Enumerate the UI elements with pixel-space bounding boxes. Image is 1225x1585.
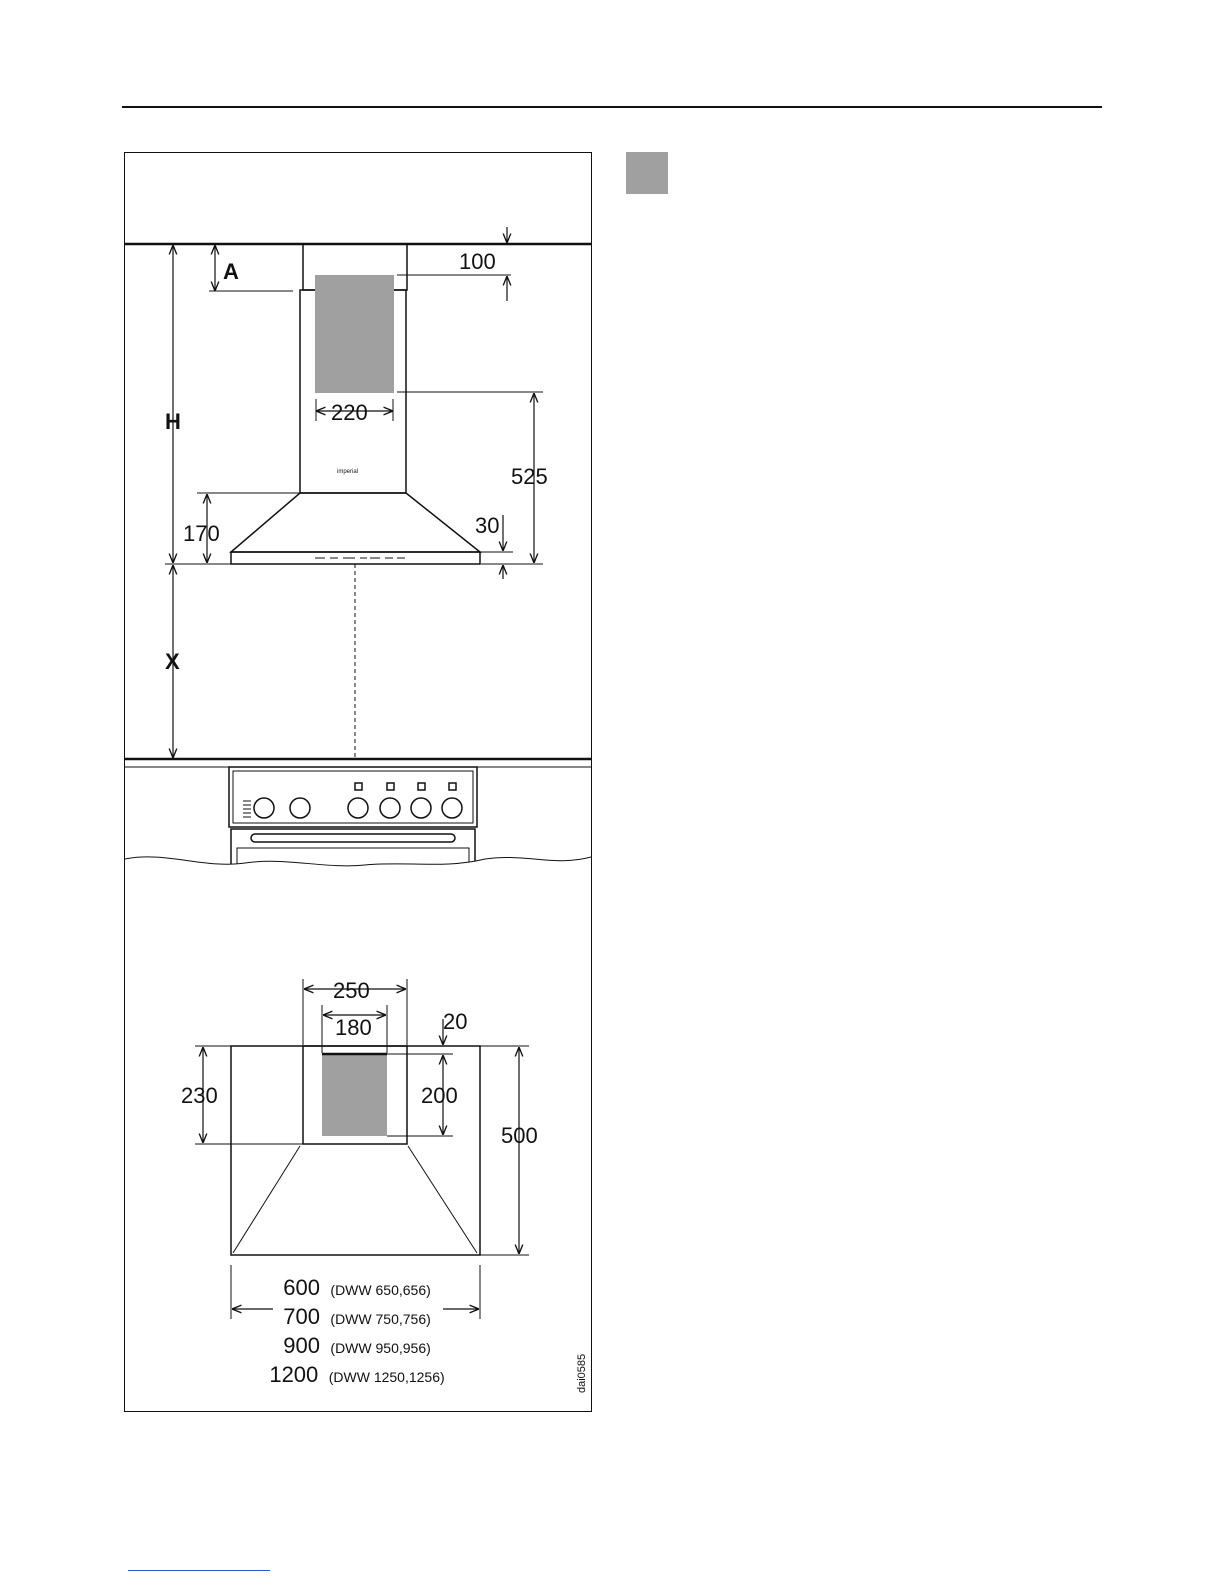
width-row bbox=[283, 1333, 431, 1358]
dim-20: 20 bbox=[443, 1009, 468, 1034]
dim-170: 170 bbox=[183, 521, 220, 546]
width-models: (DWW 650,656) bbox=[330, 1282, 431, 1298]
width-models: (DWW 750,756) bbox=[330, 1311, 431, 1327]
hood-dimension-figure bbox=[124, 152, 592, 1412]
plan-diagonal-left bbox=[233, 1146, 300, 1253]
width-value: 700 bbox=[283, 1304, 320, 1329]
dim-250: 250 bbox=[333, 978, 370, 1003]
dim-525: 525 bbox=[511, 464, 548, 489]
hood-base bbox=[231, 552, 480, 564]
label-X: X bbox=[165, 649, 180, 674]
width-row bbox=[283, 1275, 431, 1300]
mounting-area bbox=[315, 275, 394, 393]
width-models: (DWW 950,956) bbox=[330, 1340, 431, 1356]
header-rule bbox=[122, 106, 1102, 108]
footer-link-underline bbox=[128, 1570, 270, 1571]
plan-mounting-area bbox=[322, 1054, 387, 1136]
dim-500: 500 bbox=[501, 1123, 538, 1148]
plan-diagonal-right bbox=[408, 1146, 477, 1253]
reference-code: dai0585 bbox=[576, 1353, 588, 1393]
dim-220: 220 bbox=[331, 400, 368, 425]
dim-100: 100 bbox=[459, 249, 496, 274]
width-value: 600 bbox=[283, 1275, 320, 1300]
width-row bbox=[283, 1304, 431, 1329]
width-value: 900 bbox=[283, 1333, 320, 1358]
section-marker bbox=[626, 152, 668, 194]
label-A: A bbox=[223, 259, 239, 284]
width-value: 1200 bbox=[269, 1362, 319, 1387]
cooker-knobs bbox=[254, 783, 462, 818]
hood-diagram-svg bbox=[125, 153, 591, 1411]
dim-30: 30 bbox=[475, 513, 500, 538]
hood-canopy bbox=[231, 493, 480, 552]
width-list bbox=[269, 1275, 444, 1387]
label-H: H bbox=[165, 409, 181, 434]
width-row bbox=[269, 1362, 444, 1387]
cooker-indicator-lines bbox=[243, 801, 251, 817]
dim-230: 230 bbox=[181, 1083, 218, 1108]
oven-handle bbox=[251, 834, 455, 842]
dim-180: 180 bbox=[335, 1015, 372, 1040]
cooker-panel-inner bbox=[233, 771, 473, 823]
brand-logo: imperial bbox=[337, 469, 359, 475]
dim-200: 200 bbox=[421, 1083, 458, 1108]
width-models: (DWW 1250,1256) bbox=[328, 1369, 445, 1385]
